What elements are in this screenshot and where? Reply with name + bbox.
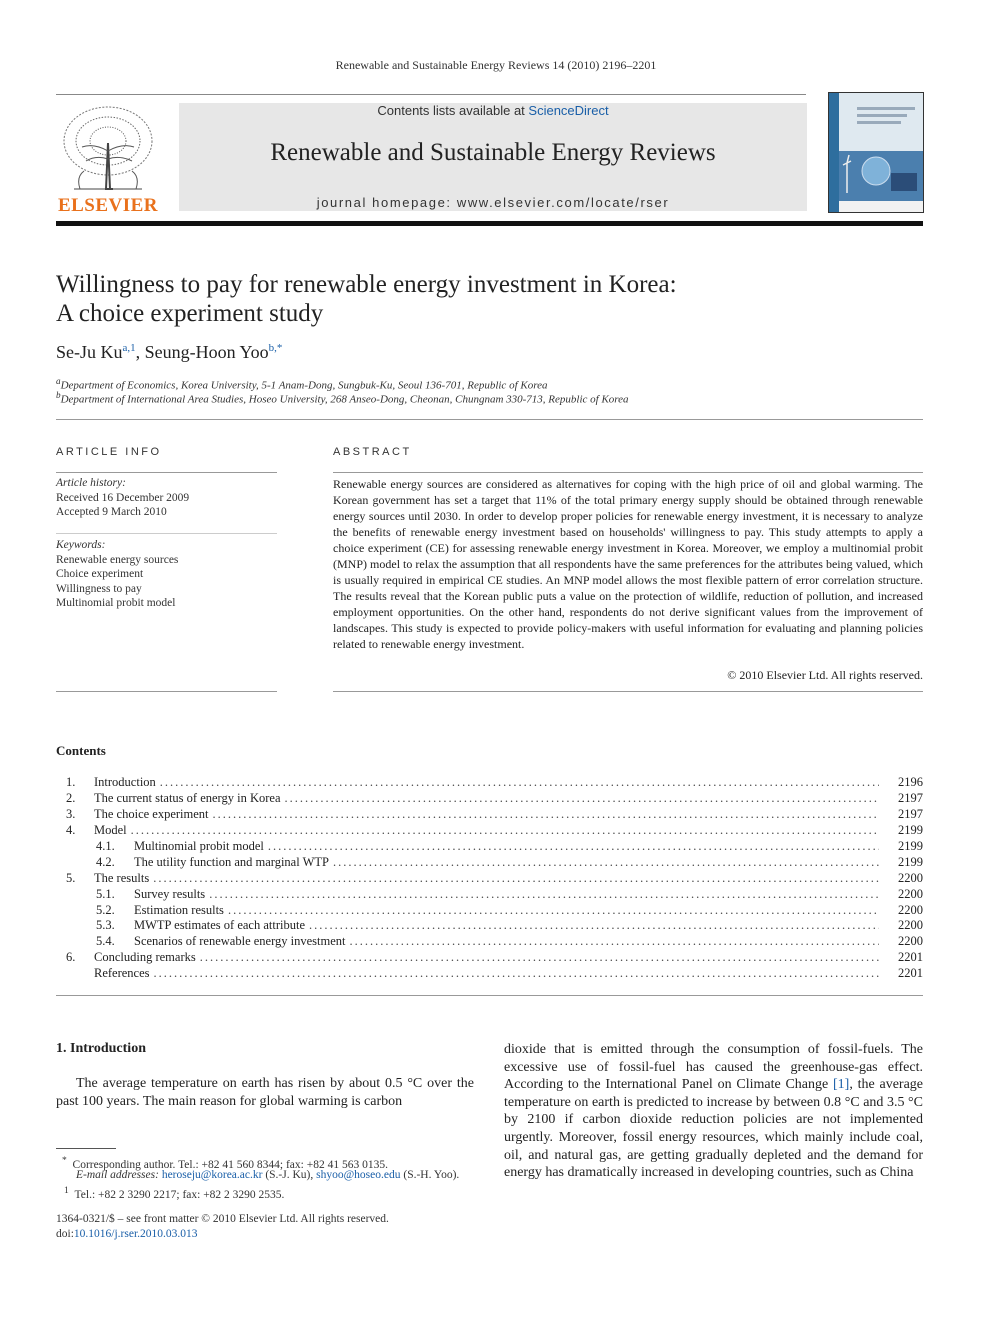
- affiliation-a-mark: a: [56, 376, 61, 386]
- contents-prefix: Contents lists available at: [377, 103, 529, 118]
- toc-entry[interactable]: [56, 775, 923, 791]
- running-head: Renewable and Sustainable Energy Reviews 14 (2010) 2196–2201: [335, 58, 657, 72]
- toc-page-number: 2199: [898, 854, 923, 869]
- footnote-1-text: Tel.: +82 2 3290 2217; fax: +82 2 3290 2535.: [74, 1188, 285, 1201]
- accepted-date: Accepted 9 March 2010: [56, 506, 167, 518]
- front-matter-divider: [56, 419, 923, 420]
- toc-page-number: 2200: [898, 870, 923, 885]
- corresponding-author-text: Corresponding author. Tel.: +82 41 560 8344; fax: +82 41 563 0135.: [72, 1158, 388, 1171]
- toc-leader-dots: [285, 791, 879, 807]
- intro-right-text-pre: dioxide that is emitted through the consumption of fossil-fuels. The excessive use of fossil-fuel has caused the greenhouse-gas effect. According to the International Panel on Climate Change: [504, 1042, 923, 1093]
- article-info-bottom-rule: [56, 691, 277, 692]
- toc-label: The current status of energy in Korea: [94, 790, 281, 805]
- toc-entry[interactable]: [56, 871, 923, 887]
- toc-entry[interactable]: [56, 934, 923, 950]
- author-2: Seung-Hoon Yoo: [144, 342, 269, 362]
- toc-number: 5.1.: [96, 886, 115, 901]
- article-info-rule: [56, 472, 277, 473]
- toc-entry[interactable]: [56, 903, 923, 919]
- article-title-line-2: A choice experiment study: [56, 300, 324, 327]
- toc-leader-dots: [268, 839, 879, 855]
- table-of-contents: [56, 775, 923, 982]
- toc-label: Survey results: [134, 886, 206, 901]
- author-1-affiliation-mark[interactable]: a,1: [122, 342, 136, 354]
- toc-entry[interactable]: [56, 918, 923, 934]
- doi-line: [56, 1227, 496, 1242]
- footnote-emails: [76, 1168, 496, 1183]
- email-label: E-mail addresses:: [76, 1169, 159, 1181]
- author-list: [56, 342, 282, 363]
- journal-cover-image: [828, 92, 924, 213]
- toc-entry[interactable]: [56, 791, 923, 807]
- footnote-1-mark: 1: [64, 1185, 69, 1196]
- toc-leader-dots: [160, 775, 879, 791]
- toc-leader-dots: [228, 903, 879, 919]
- toc-entry[interactable]: [56, 823, 923, 839]
- sciencedirect-link[interactable]: ScienceDirect: [528, 103, 609, 118]
- email-link-2[interactable]: shyoo@hoseo.edu: [316, 1169, 401, 1181]
- journal-title: Renewable and Sustainable Energy Reviews: [270, 139, 716, 166]
- toc-label: Multinomial probit model: [134, 838, 264, 853]
- received-date: Received 16 December 2009: [56, 491, 190, 504]
- toc-entry[interactable]: [56, 887, 923, 903]
- toc-entry[interactable]: [56, 950, 923, 966]
- article-title: [56, 270, 916, 328]
- article-info-heading: ARTICLE INFO: [56, 446, 162, 458]
- doi-label: doi:: [56, 1228, 74, 1240]
- toc-leader-dots: [309, 918, 879, 934]
- issn-line: 1364-0321/$ – see front matter © 2010 Elsevier Ltd. All rights reserved.: [56, 1213, 389, 1225]
- keyword: Choice experiment: [56, 568, 144, 580]
- introduction-heading: 1. Introduction: [56, 1041, 146, 1056]
- article-history: [56, 476, 277, 520]
- toc-label: MWTP estimates of each attribute: [134, 918, 306, 933]
- intro-right-paragraph: [504, 1041, 923, 1182]
- footnote-1: [64, 1183, 484, 1203]
- elsevier-wordmark: ELSEVIER: [57, 195, 159, 216]
- toc-number: 5.: [66, 870, 76, 885]
- affiliation-b: [56, 390, 926, 406]
- email-link-1[interactable]: heroseju@korea.ac.kr: [161, 1169, 263, 1181]
- author-2-affiliation-mark[interactable]: b,*: [268, 342, 283, 354]
- toc-number: 3.: [66, 806, 76, 821]
- toc-leader-dots: [213, 807, 879, 823]
- article-title-line-1: Willingness to pay for renewable energy investment in Korea:: [56, 271, 677, 298]
- history-divider: [56, 533, 277, 534]
- toc-label: The results: [94, 870, 150, 885]
- toc-number: 4.1.: [96, 838, 115, 853]
- toc-entry[interactable]: [56, 966, 923, 982]
- affiliation-b-text: Department of International Area Studies, Hoseo University, 268 Anseo-Dong, Cheonan, Chungnam 330-713, Republic of Korea: [60, 393, 629, 406]
- toc-label: References: [94, 966, 150, 981]
- toc-leader-dots: [333, 855, 879, 871]
- contents-available-line: [179, 103, 807, 118]
- toc-number: 4.2.: [96, 854, 115, 869]
- toc-number: 6.: [66, 950, 76, 965]
- toc-label: The utility function and marginal WTP: [134, 854, 329, 869]
- footnote-star-mark: *: [62, 1155, 67, 1166]
- toc-page-number: 2199: [898, 838, 923, 853]
- toc-page-number: 2197: [898, 790, 923, 805]
- toc-leader-dots: [154, 966, 879, 982]
- toc-leader-dots: [200, 950, 879, 966]
- toc-number: 5.4.: [96, 934, 115, 949]
- toc-entry[interactable]: [56, 855, 923, 871]
- abstract-text: Renewable energy sources are considered as alternatives for coping with the high price of oil and global warming. The Korean government has set a target that 11% of the total primary energy supply should be obtained through renewable energy sources until 2030. In order to develop proper policies for renewable energy investment, it is necessary to analyze the benefits of renewable energy investment based on households' willingness to pay. This study attempts to apply a choice experiment (CE) for assessing renewable energy investment in Korea. Moreover, we employ a multinomial probit (MNP) model to relax the assumption that all respondents have the same preferences for the attributes being valued, which is usually required in empirical CE studies. An MNP model allows the most flexible pattern of error correlation structure. The results reveal that the Korean public puts a value on the protection of wildlife, reduction of pollution, and increased employment opportunities. On the other hand, respondents do not derive significant values from the improvement of landscapes. This study is expected to provide policy-makers with useful information for evaluating and planning policies related to renewable energy investment.: [333, 477, 923, 651]
- intro-right-text-post: , the average temperature on earth is predicted to increase by between 0.8 °C and 3.5 °C by 2100 if carbon dioxide reduction policies are not implemented urgently. Moreover, fossil energy resources, which mainly include coal, oil, and natural gas, are getting gradually depleted and the demand for energy has dramatically increased in developing countries, such as China: [504, 1077, 923, 1181]
- toc-page-number: 2199: [898, 822, 923, 837]
- abstract-bottom-rule: [333, 691, 923, 692]
- toc-page-number: 2201: [898, 966, 923, 981]
- abstract-copyright: © 2010 Elsevier Ltd. All rights reserved.: [727, 668, 923, 682]
- toc-page-number: 2200: [898, 934, 923, 949]
- toc-page-number: 2200: [898, 902, 923, 917]
- abstract-rule: [333, 472, 923, 473]
- toc-number: 5.2.: [96, 902, 115, 917]
- toc-label: Introduction: [94, 775, 156, 789]
- doi-link[interactable]: 10.1016/j.rser.2010.03.013: [73, 1228, 198, 1240]
- keyword: Renewable energy sources: [56, 553, 179, 566]
- toc-number: 1.: [66, 775, 76, 789]
- toc-leader-dots: [131, 823, 879, 839]
- history-label: Article history:: [56, 477, 126, 489]
- citation-link[interactable]: [1]: [833, 1077, 850, 1093]
- keywords-block: [56, 538, 277, 611]
- email-owner-1: (S.-J. Ku),: [262, 1169, 317, 1181]
- toc-label: Estimation results: [134, 902, 224, 917]
- masthead-rule: [56, 221, 923, 226]
- author-separator: ,: [135, 342, 145, 362]
- affiliation-b-mark: b: [56, 390, 61, 400]
- contents-bottom-rule: [56, 995, 923, 996]
- toc-label: Scenarios of renewable energy investment: [134, 934, 346, 949]
- journal-homepage[interactable]: journal homepage: www.elsevier.com/locate/rser: [316, 195, 670, 210]
- toc-number: 5.3.: [96, 918, 115, 933]
- toc-number: 2.: [66, 790, 76, 805]
- toc-page-number: 2201: [898, 950, 923, 965]
- toc-number: 4.: [66, 822, 76, 837]
- toc-entry[interactable]: [56, 807, 923, 823]
- author-1: Se-Ju Ku: [56, 342, 123, 362]
- toc-label: Model: [94, 822, 127, 837]
- affiliation-a-text: Department of Economics, Korea University, 5-1 Anam-Dong, Sungbuk-Ku, Seoul 136-701, Republic of Korea: [60, 379, 548, 392]
- keywords-label: Keywords:: [56, 539, 106, 551]
- keyword: Willingness to pay: [56, 582, 142, 595]
- contents-title: Contents: [56, 743, 106, 758]
- email-owner-2: (S.-H. Yoo).: [400, 1169, 460, 1181]
- toc-leader-dots: [209, 887, 879, 903]
- toc-page-number: 2197: [898, 806, 923, 821]
- toc-page-number: 2200: [898, 886, 923, 901]
- toc-label: The choice experiment: [94, 806, 209, 821]
- abstract-heading: ABSTRACT: [333, 446, 412, 458]
- toc-leader-dots: [153, 871, 879, 887]
- toc-page-number: 2200: [898, 918, 923, 933]
- toc-leader-dots: [350, 934, 880, 950]
- intro-left-paragraph: The average temperature on earth has risen by about 0.5 °C over the past 100 years. The main reason for global warming is carbon: [56, 1076, 474, 1109]
- footnote-rule: [56, 1148, 116, 1149]
- toc-page-number: 2196: [898, 775, 923, 789]
- masthead-divider: [56, 94, 806, 95]
- toc-entry[interactable]: [56, 839, 923, 855]
- toc-label: Concluding remarks: [94, 950, 196, 965]
- keyword: Multinomial probit model: [56, 597, 176, 609]
